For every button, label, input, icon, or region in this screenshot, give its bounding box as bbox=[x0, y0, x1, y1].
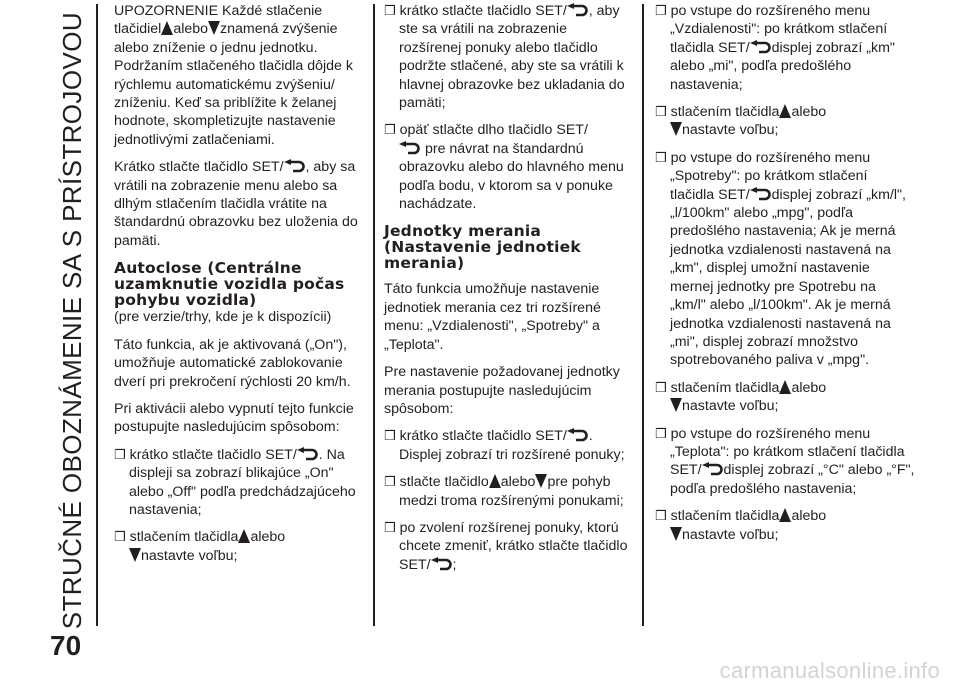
return-arrow-icon bbox=[399, 141, 421, 155]
square-bullet-icon: ❒ bbox=[114, 446, 126, 462]
watermark: carmanualsonline.info bbox=[719, 658, 940, 683]
down-arrow-icon bbox=[129, 548, 141, 562]
return-arrow-icon bbox=[567, 428, 589, 442]
list-item: ❒ krátko stlačte tlačidlo SET/ . Displej zobrazí tri rozšírené ponuky; bbox=[384, 428, 625, 463]
return-arrow-icon bbox=[702, 462, 724, 476]
list-item: ❒ krátko stlačte tlačidlo SET/ . Na displeji sa zobrazí blikajúce „On" alebo „Off" podľa predchádzajúceho nastavenia; bbox=[114, 446, 356, 518]
up-arrow-icon bbox=[779, 508, 791, 522]
list-item: ❒ krátko stlačte tlačidlo SET/ , aby ste sa vrátili na zobrazenie rozšírenej ponuky alebo tlačidlo podržte stlačené, aby ste sa vrátili k hlavnej obrazovke bez ukladania do pamäti; bbox=[384, 3, 625, 112]
square-bullet-icon: ❒ bbox=[655, 379, 667, 395]
list-item: ❒ po vstupe do rozšíreného menu „Vzdialenosti": po krátkom stlačení tlačidla SET/ displej zobrazí „km" alebo „mi", podľa predošlého nastavenia; bbox=[655, 3, 895, 93]
column-3 bbox=[655, 2, 915, 553]
square-bullet-icon: ❒ bbox=[114, 529, 126, 545]
list-item: ❒ stlačením tlačidla alebo nastavte voľbu; bbox=[655, 508, 827, 543]
paragraph-units-function: Táto funkcia umožňuje nastavenie jednotiek merania cez tri rozšírené menu: „Vzdialenosti", „Spotreby" a „Teplota". bbox=[384, 281, 601, 353]
list-item: ❒ stlačte tlačidlo alebo pre pohyb medzi troma rozšírenými ponukami; bbox=[384, 474, 624, 509]
up-arrow-icon bbox=[161, 21, 173, 35]
down-arrow-icon bbox=[208, 21, 220, 35]
return-arrow-icon bbox=[431, 557, 453, 571]
list-item: ❒ po zvolení rozšírenej ponuky, ktorú chcete zmeniť, krátko stlačte tlačidlo SET/ ; bbox=[384, 519, 628, 573]
return-arrow-icon bbox=[297, 447, 319, 461]
list-item: ❒ stlačením tlačidla alebo nastavte voľbu; bbox=[114, 529, 286, 564]
return-arrow-icon bbox=[284, 159, 306, 173]
heading-autoclose: Autoclose (Centrálne uzamknutie vozidla počas pohybu vozidla) bbox=[114, 259, 345, 310]
list-item: ❒ po vstupe do rozšíreného menu „Spotreby": po krátkom stlačení tlačidla SET/ displej zobrazí „km/l", „l/100km" alebo „mpg", podľa predošlého nastavenia; Ak je merná jednotka vzdialenosti nastavená na „km", displej umožní nastavenie mernej jednotky pre Spotrebu na „km/l" alebo „l/100km". Ak je merná jednotka vzdialenosti nastavená na „mi", displej zobrazí množstvo spotrebovaného paliva v „mpg". bbox=[655, 149, 906, 369]
paragraph-short-press: Krátko stlačte tlačidlo SET/ , aby sa vrátili na zobrazenie menu alebo sa dlhým stlačením tlačidla vrátite na štandardnú obrazovku bez uloženia do pamäti. bbox=[114, 159, 358, 249]
column-divider-right bbox=[642, 4, 644, 626]
up-arrow-icon bbox=[779, 380, 791, 394]
list-item: ❒ stlačením tlačidla alebo nastavte voľbu; bbox=[655, 104, 827, 139]
down-arrow-icon bbox=[670, 527, 682, 541]
column-divider-mid bbox=[373, 4, 375, 626]
down-arrow-icon bbox=[670, 398, 682, 412]
list-item: ❒ stlačením tlačidla alebo nastavte voľbu; bbox=[655, 379, 827, 415]
square-bullet-icon: ❒ bbox=[384, 519, 396, 535]
up-arrow-icon bbox=[489, 474, 501, 488]
list-item: ❒ po vstupe do rozšíreného menu „Teplota": po krátkom stlačení tlačidla SET/ displej zobrazí „°C" alebo „°F", podľa predošlého nastavenia; bbox=[655, 425, 915, 497]
heading-subtitle: (pre verzie/trhy, kde je k dispozícii) bbox=[114, 309, 332, 326]
down-arrow-icon bbox=[670, 122, 682, 136]
return-arrow-icon bbox=[750, 40, 772, 54]
list-item: ❒ opäť stlačte dlho tlačidlo SET/ pre návrat na štandardnú obrazovku alebo do hlavného menu podľa bodu, v ktorom sa v ponuke nachádzate. bbox=[384, 122, 624, 213]
paragraph-warning: UPOZORNENIE Každé stlačenie tlačidiel alebo znamená zvýšenie alebo zníženie o jednu jednotku. Podržaním stlačeného tlačidla dôjde k rýchlemu automatickému zvýšeniu/ zníženiu. Keď sa priblížite k želanej hodnote, skompletizujte nastavenie jednotlivými zatlačeniami. bbox=[114, 3, 353, 148]
paragraph-procedure: Pri aktivácii alebo vypnutí tejto funkcie postupujte nasledujúcim spôsobom: bbox=[114, 400, 354, 436]
heading-units: Jednotky merania (Nastavenie jednotiek merania) bbox=[384, 222, 581, 273]
square-bullet-icon: ❒ bbox=[384, 3, 396, 18]
paragraph-units-procedure: Pre nastavenie požadovanej jednotky merania postupujte nasledujúcim spôsobom: bbox=[384, 364, 620, 417]
square-bullet-icon: ❒ bbox=[655, 508, 667, 524]
square-bullet-icon: ❒ bbox=[384, 428, 396, 444]
square-bullet-icon: ❒ bbox=[655, 104, 667, 120]
sidebar-section-title: STRUČNÉ OBOZNÁMENIE SA S PRÍSTROJOVOU bbox=[56, 12, 87, 630]
return-arrow-icon bbox=[567, 3, 589, 17]
square-bullet-icon: ❒ bbox=[655, 149, 667, 165]
square-bullet-icon: ❒ bbox=[655, 3, 667, 18]
page-number: 70 bbox=[50, 630, 82, 661]
return-arrow-icon bbox=[750, 187, 772, 201]
square-bullet-icon: ❒ bbox=[384, 474, 396, 490]
up-arrow-icon bbox=[238, 529, 250, 543]
square-bullet-icon: ❒ bbox=[384, 122, 396, 138]
column-1 bbox=[114, 2, 362, 574]
paragraph-function: Táto funkcia, ak je aktivovaná („On"), umožňuje automatické zablokovanie dverí pri prekročení rýchlosti 20 km/h. bbox=[114, 336, 351, 390]
square-bullet-icon: ❒ bbox=[655, 425, 667, 441]
down-arrow-icon bbox=[535, 474, 547, 488]
column-divider-left bbox=[96, 4, 98, 626]
column-2 bbox=[384, 2, 632, 583]
up-arrow-icon bbox=[779, 104, 791, 118]
